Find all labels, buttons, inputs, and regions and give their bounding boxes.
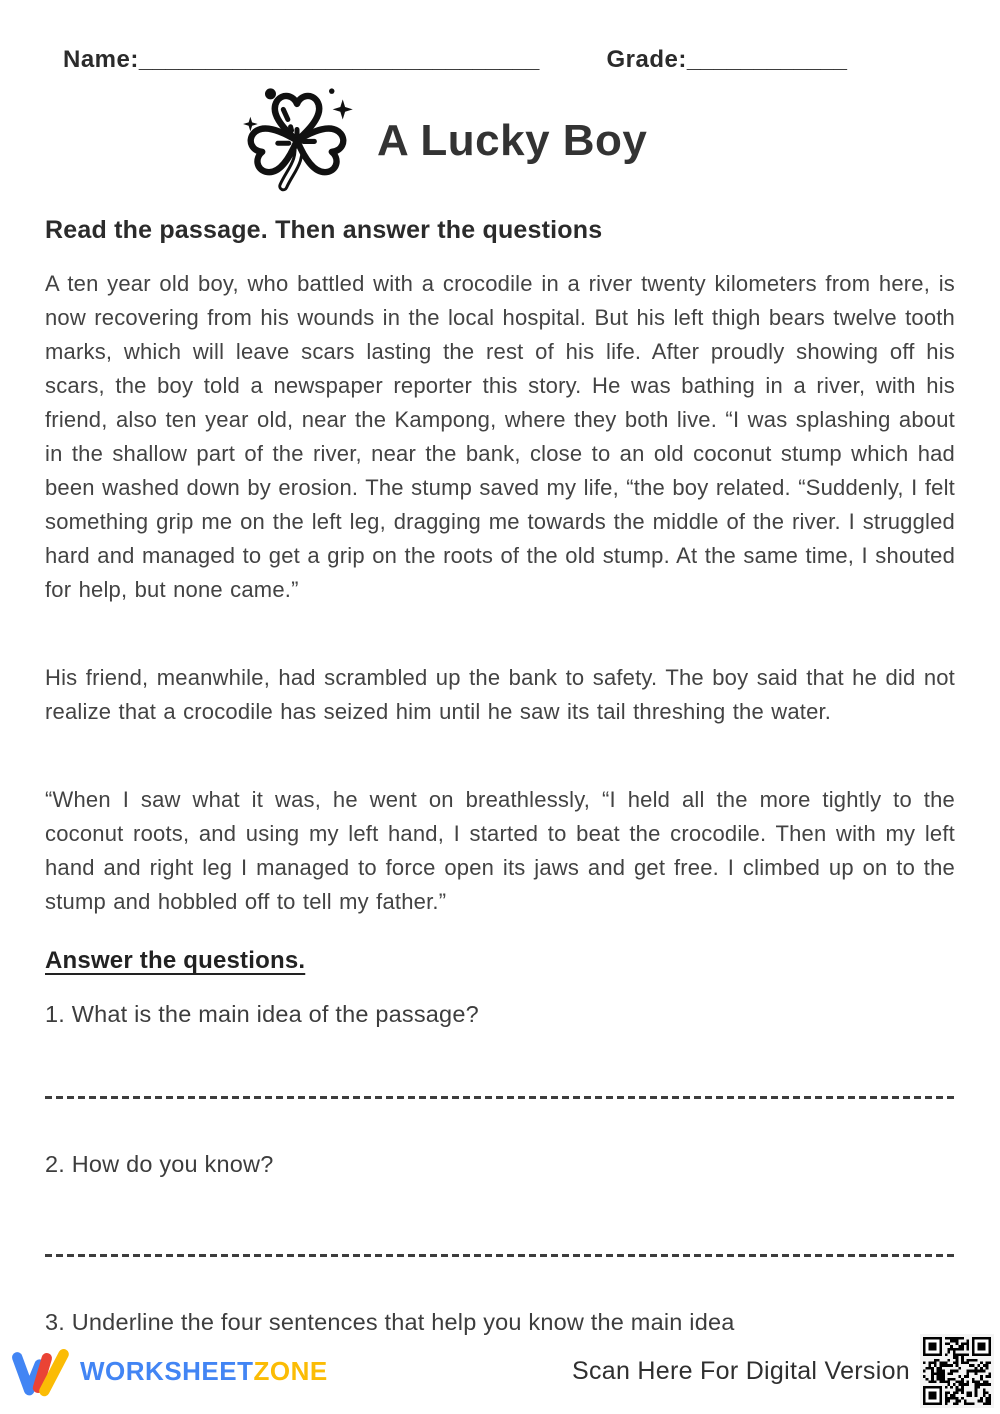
name-label: Name:	[63, 46, 139, 73]
name-blank-line[interactable]: ______________________________	[138, 46, 540, 73]
passage-paragraph-1: A ten year old boy, who battled with a crocodile in a river twenty kilometers from here, is now recovering from his wounds in the local hospital. But his left thigh bears twelve tooth marks, which will leave scars lasting the rest of his life. After proudly showing off his scars, the boy told a newspaper reporter this story. He was bathing in a river, with his friend, also ten year old, near the Kampong, where they both live. “I was splashing about in the shallow part of the river, near the bank, close to an old coconut stump which had been washed down by erosion. The stump saved my life, “the boy related. “Suddenly, I felt something grip me on the left leg, dragging me towards the middle of the river. I struggled hard and managed to get a grip on the roots of the old stump. At the same time, I shouted for help, but none came.”	[45, 271, 955, 602]
answer-line-2[interactable]	[45, 1254, 955, 1257]
name-field	[63, 46, 539, 74]
questions-heading: Answer the questions.	[45, 947, 306, 974]
brand-word-zone: ZONE	[253, 1355, 328, 1386]
grade-blank-line[interactable]: ____________	[686, 46, 847, 73]
shamrock-icon	[233, 82, 361, 210]
footer-right	[572, 1334, 994, 1408]
title-block	[233, 82, 955, 210]
grade-field	[606, 46, 847, 74]
questions-section	[45, 947, 955, 1336]
header-fill-row	[45, 40, 955, 74]
worksheetzone-logo	[10, 1345, 328, 1397]
scan-here-text: Scan Here For Digital Version	[571, 1356, 910, 1385]
reading-passage	[45, 267, 955, 919]
page-title: A Lucky Boy	[377, 116, 648, 165]
passage-paragraph-3: “When I saw what it was, he went on breathlessly, “I held all the more tightly to the coconut roots, and using my left hand, I started to beat the crocodile. Then with my left hand and right leg I managed to force open its jaws and get free. I climbed up on to the stump and hobbled off to tell my father.”	[45, 787, 955, 914]
grade-label: Grade:	[606, 46, 687, 73]
question-3: 3. Underline the four sentences that help you know the main idea	[45, 1309, 735, 1335]
instructions-heading: Read the passage. Then answer the questions	[45, 216, 603, 244]
answer-line-1[interactable]	[45, 1096, 955, 1099]
footer	[10, 1334, 994, 1408]
qr-code-icon	[923, 1337, 991, 1405]
question-1: 1. What is the main idea of the passage?	[45, 1001, 479, 1027]
worksheetzone-w-icon	[10, 1345, 74, 1397]
passage-paragraph-2: His friend, meanwhile, had scrambled up the bank to safety. The boy said that he did not realize that a crocodile has seized him until he saw its tail threshing the water.	[45, 665, 955, 724]
qr-code	[920, 1334, 994, 1408]
question-2: 2. How do you know?	[45, 1151, 274, 1177]
brand-text	[80, 1356, 328, 1387]
brand-word-worksheet: WORKSHEET	[80, 1355, 254, 1386]
